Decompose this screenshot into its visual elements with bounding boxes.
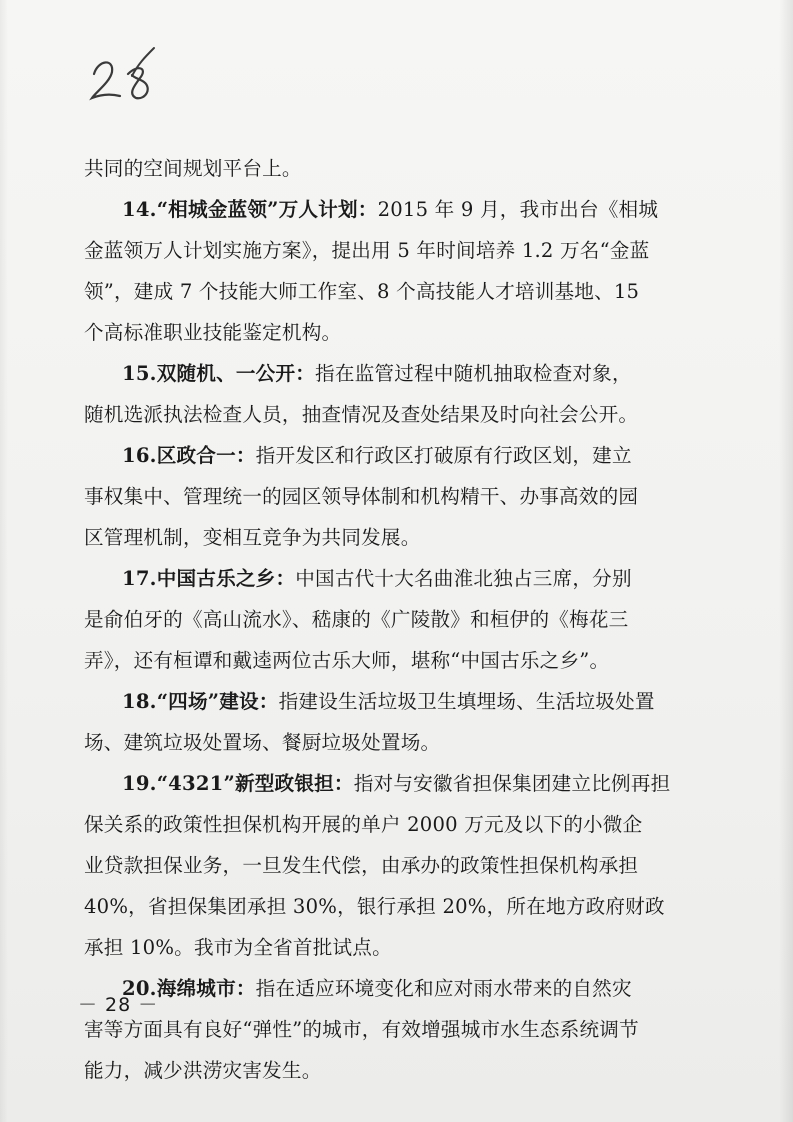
glossary-term: 19.“4321”新型政银担： xyxy=(122,772,354,795)
paragraph-line xyxy=(84,148,684,189)
scan-edge-left xyxy=(0,0,8,1122)
line-text: 场、建筑垃圾处置场、餐厨垃圾处置场。 xyxy=(84,731,441,754)
line-text: 指在适应环境变化和应对雨水带来的自然灾 xyxy=(255,977,632,1000)
paragraph-line xyxy=(84,968,684,1009)
paragraph-line xyxy=(84,271,684,312)
line-text: 事权集中、管理统一的园区领导体制和机构精干、办事高效的园 xyxy=(84,485,639,508)
paragraph-line xyxy=(84,845,684,886)
paragraph-line xyxy=(84,1009,684,1050)
line-text: 是俞伯牙的《高山流水》、嵇康的《广陵散》和桓伊的《梅花三 xyxy=(84,608,629,631)
line-text: 害等方面具有良好“弹性”的城市，有效增强城市水生态系统调节 xyxy=(84,1018,639,1041)
line-text: 个高标准职业技能鉴定机构。 xyxy=(84,321,342,344)
paragraph-line xyxy=(84,476,684,517)
paragraph-line xyxy=(84,1050,684,1091)
glossary-term: 18.“四场”建设： xyxy=(122,690,279,713)
line-text: 2015 年 9 月，我市出台《相城 xyxy=(377,198,659,221)
paragraph-line xyxy=(84,599,684,640)
paragraph-line xyxy=(84,927,684,968)
paragraph-line xyxy=(84,230,684,271)
line-text: 领”，建成 7 个技能大师工作室、8 个高技能人才培训基地、15 xyxy=(84,280,640,303)
paragraph-line xyxy=(84,353,684,394)
paragraph-line xyxy=(84,189,684,230)
line-text: 指在监管过程中随机抽取检查对象， xyxy=(315,362,632,385)
glossary-term: 15.双随机、一公开： xyxy=(122,362,316,385)
glossary-term: 17.中国古乐之乡： xyxy=(122,567,296,590)
line-text: 区管理机制，变相互竞争为共同发展。 xyxy=(84,526,421,549)
paragraph-line xyxy=(84,804,684,845)
glossary-term: 20.海绵城市： xyxy=(122,977,256,1000)
scan-edge-right xyxy=(779,0,793,1122)
line-text: 能力，减少洪涝灾害发生。 xyxy=(84,1059,322,1082)
line-text: 金蓝领万人计划实施方案》，提出用 5 年时间培养 1.2 万名“金蓝 xyxy=(84,239,650,262)
paragraph-line xyxy=(84,640,684,681)
line-text: 随机选派执法检查人员，抽查情况及查处结果及时向社会公开。 xyxy=(84,403,639,426)
line-text: 中国古代十大名曲淮北独占三席，分别 xyxy=(295,567,632,590)
paragraph-line xyxy=(84,394,684,435)
paragraph-line xyxy=(84,517,684,558)
paragraph-line xyxy=(84,681,684,722)
line-text: 指开发区和行政区打破原有行政区划，建立 xyxy=(255,444,632,467)
line-text: 40%，省担保集团承担 30%，银行承担 20%，所在地方政府财政 xyxy=(84,895,665,918)
line-text: 指对与安徽省担保集团建立比例再担 xyxy=(353,772,671,795)
page-number: － 28 － xyxy=(78,994,159,1016)
handwritten-page-number xyxy=(88,44,168,108)
body-text xyxy=(84,148,684,1091)
line-text: 弄》，还有桓谭和戴逵两位古乐大师，堪称“中国古乐之乡”。 xyxy=(84,649,610,672)
line-text: 保关系的政策性担保机构开展的单户 2000 万元及以下的小微企 xyxy=(84,813,643,836)
glossary-term: 14.“相城金蓝领”万人计划： xyxy=(122,198,378,221)
line-text: 共同的空间规划平台上。 xyxy=(84,157,302,180)
paragraph-line xyxy=(84,312,684,353)
paragraph-line xyxy=(84,722,684,763)
paragraph-line xyxy=(84,435,684,476)
line-text: 指建设生活垃圾卫生填埋场、生活垃圾处置 xyxy=(278,690,655,713)
glossary-term: 16.区政合一： xyxy=(122,444,256,467)
line-text: 业贷款担保业务，一旦发生代偿，由承办的政策性担保机构承担 xyxy=(84,854,639,877)
line-text: 承担 10%。我市为全省首批试点。 xyxy=(84,936,392,959)
paragraph-line xyxy=(84,558,684,599)
paragraph-line xyxy=(84,763,684,804)
paragraph-line xyxy=(84,886,684,927)
